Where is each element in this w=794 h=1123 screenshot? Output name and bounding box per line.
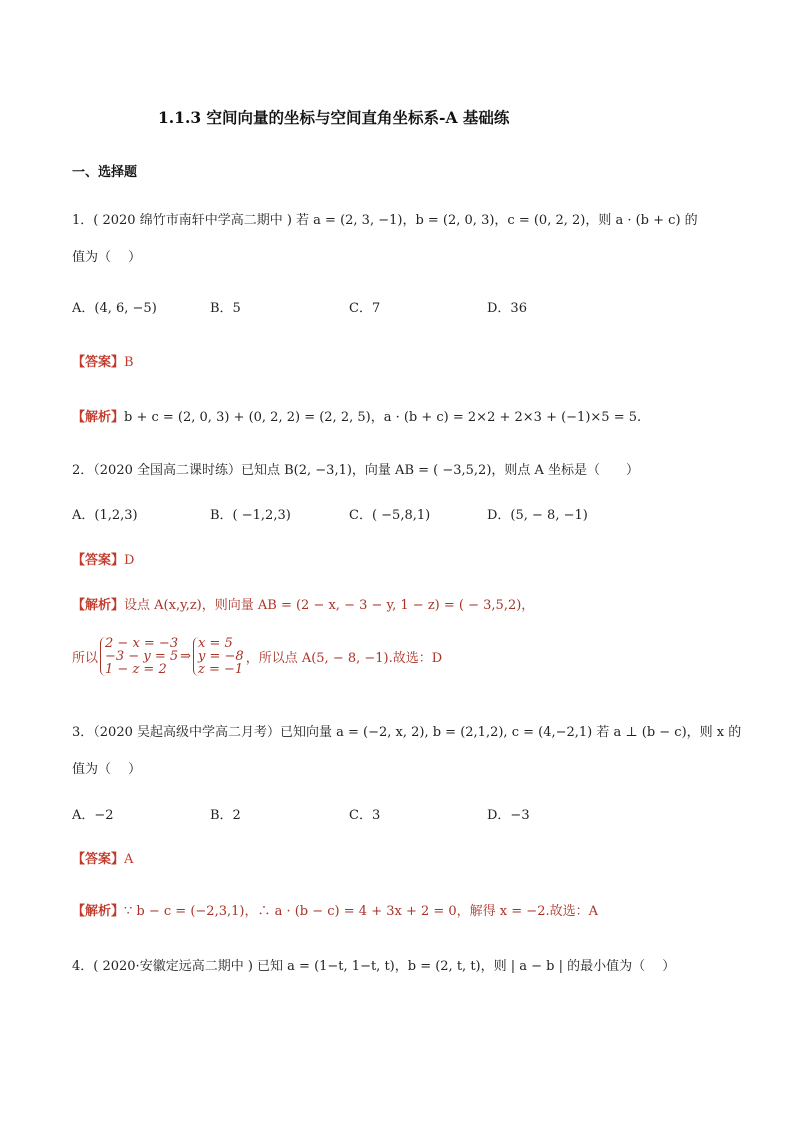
system1-eq1: 2 − x = −3 bbox=[105, 636, 179, 651]
answer-value: B bbox=[124, 355, 134, 370]
q2-explanation-line1 bbox=[72, 594, 534, 613]
system2-eq2: y = −8 bbox=[198, 649, 244, 664]
explanation-text: b + c = (2, 0, 3) + (0, 2, 2) = (2, 2, 5)，a · (b + c) = 2×2 + 2×3 + (−1)×5 = 5. bbox=[124, 410, 642, 425]
answer-value: D bbox=[124, 553, 135, 568]
system2-eq3: z = −1 bbox=[198, 662, 244, 677]
q1-answer bbox=[72, 351, 134, 370]
explanation-prefix: 所以 bbox=[72, 651, 99, 666]
system2-eq1: x = 5 bbox=[198, 636, 233, 651]
explanation-suffix: ，所以点 A(5, − 8, −1).故选：D bbox=[245, 651, 443, 666]
q3-option-a: A．−2 bbox=[72, 808, 114, 823]
equation-system-2 bbox=[193, 637, 244, 676]
system1-eq2: −3 − y = 5 bbox=[105, 649, 179, 664]
q3-option-c: C．3 bbox=[349, 808, 381, 823]
q1-option-c: C．7 bbox=[349, 301, 381, 316]
q2-explanation-line2 bbox=[72, 637, 442, 676]
explanation-text: ∵ b − c = (−2,3,1)，∴ a · (b − c) = 4 + 3x + 2 = 0，解得 x = −2.故选：A bbox=[124, 904, 598, 919]
q2-answer bbox=[72, 549, 134, 568]
page-title: 1.1.3 空间向量的坐标与空间直角坐标系-A 基础练 bbox=[158, 108, 510, 127]
answer-tag: 【答案】 bbox=[72, 852, 125, 867]
answer-value: A bbox=[124, 852, 134, 867]
system1-eq3: 1 − z = 2 bbox=[105, 662, 167, 677]
q1-option-b: B．5 bbox=[210, 301, 241, 316]
q1-option-a: A．(4, 6, −5) bbox=[72, 301, 157, 316]
explanation-tag: 【解析】 bbox=[72, 598, 125, 613]
answer-tag: 【答案】 bbox=[72, 553, 125, 568]
q3-explanation bbox=[72, 900, 598, 919]
explanation-tag: 【解析】 bbox=[72, 410, 125, 425]
q3-stem-line2: 值为（ ） bbox=[72, 762, 142, 777]
explanation-text: 设点 A(x,y,z)，则向量 AB = (2 − x, − 3 − y, 1 − z) = ( − 3,5,2)， bbox=[124, 598, 535, 613]
q3-stem-line1: 3．（2020 吴起高级中学高二月考）已知向量 a = (−2, x, 2), b = (2,1,2), c = (4,−2,1) 若 a ⊥ (b − c)，则 x 的 bbox=[72, 725, 742, 740]
q2-option-c: C．( −5,8,1) bbox=[349, 508, 431, 523]
q2-stem-line1: 2．（2020 全国高二课时练）已知点 B(2, −3,1)，向量 AB = ( −3,5,2)，则点 A 坐标是（ ） bbox=[72, 463, 640, 478]
q1-explanation bbox=[72, 406, 641, 425]
equation-system-1 bbox=[100, 637, 178, 676]
q3-option-b: B．2 bbox=[210, 808, 241, 823]
q3-option-d: D．−3 bbox=[487, 808, 530, 823]
q2-option-b: B．( −1,2,3) bbox=[210, 508, 291, 523]
answer-tag: 【答案】 bbox=[72, 355, 125, 370]
explanation-tag: 【解析】 bbox=[72, 904, 125, 919]
q4-stem-line1: 4．( 2020·安徽定远高二期中 ) 已知 a = (1−t, 1−t, t)，b = (2, t, t)，则 | a − b | 的最小值为（ ） bbox=[72, 959, 676, 974]
q2-option-d: D．(5, − 8, −1) bbox=[487, 508, 588, 523]
q1-option-d: D．36 bbox=[487, 301, 527, 316]
q3-answer bbox=[72, 848, 133, 867]
q1-stem-line2: 值为（ ） bbox=[72, 250, 142, 265]
q1-stem-line1: 1．( 2020 绵竹市南轩中学高二期中 ) 若 a = (2, 3, −1)，b = (2, 0, 3)，c = (0, 2, 2)，则 a · (b + c) 的 bbox=[72, 213, 698, 228]
q2-option-a: A．(1,2,3) bbox=[72, 508, 138, 523]
implies-arrow: ⇒ bbox=[180, 649, 192, 664]
section-heading: 一、选择题 bbox=[72, 165, 138, 180]
